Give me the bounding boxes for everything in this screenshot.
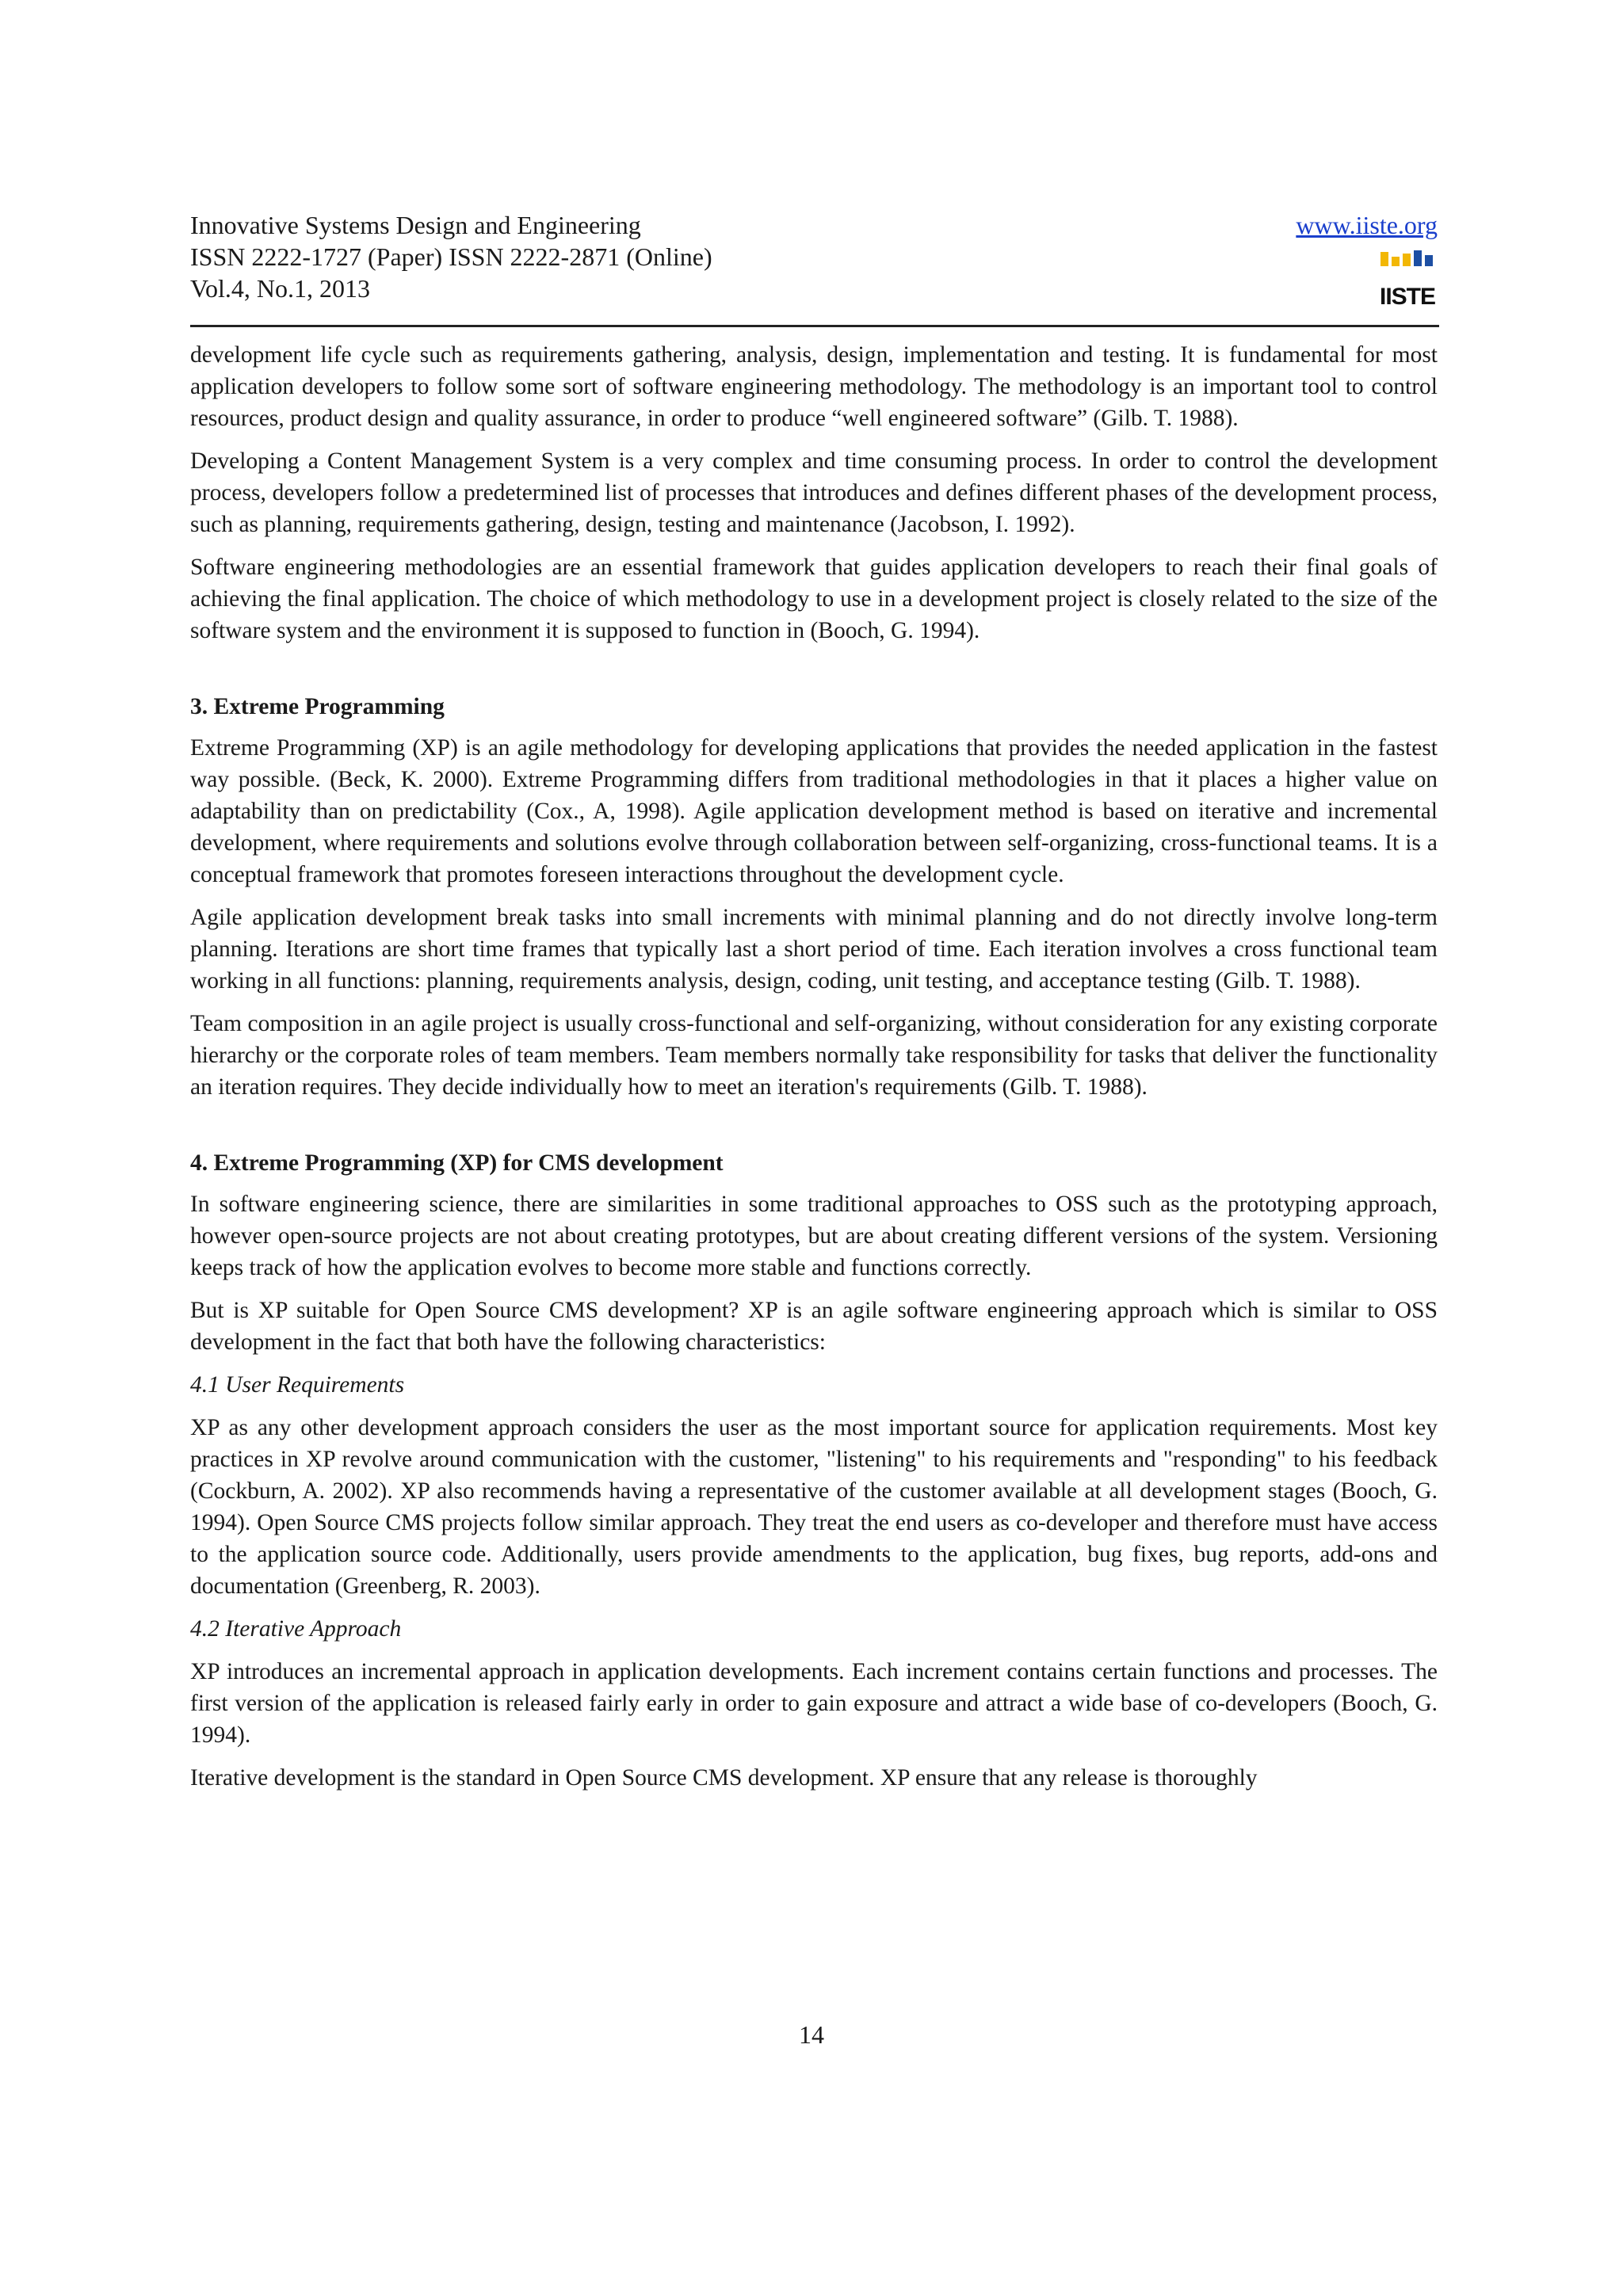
journal-issn: ISSN 2222-1727 (Paper) ISSN 2222-2871 (Online) [190, 242, 712, 271]
header-divider [190, 325, 1439, 327]
subsection-4-2-paragraph: Iterative development is the standard in Open Source CMS development. XP ensure that any release is thoroughly [190, 1765, 1258, 1791]
section-3-paragraph: Extreme Programming (XP) is an agile methodology for developing applications that provides the needed application in the fastest way possible. (Beck, K. 2000). Extreme Programming differs from traditional methodologies in that it places a higher value on adaptability than on predictability (Cox., A, 1998). Agile application development method is based on iterative and incremental development, where requirements and solutions evolve through collaboration between self-organizing, cross-functional teams. It is a conceptual framework that promotes foreseen interactions throughout the development cycle. [190, 735, 1438, 887]
section-4-paragraph: In software engineering science, there are similarities in some traditional approaches to OSS such as the prototyping approach, however open-source projects are not about creating prototypes, but are about creating different versions of the system. Versioning keeps track of how the application evolves to become more stable and functions correctly. [190, 1192, 1438, 1280]
subsection-4-1-heading: 4.1 User Requirements [190, 1372, 405, 1398]
journal-title: Innovative Systems Design and Engineering [190, 211, 641, 239]
intro-paragraph: Software engineering methodologies are an essential framework that guides application developers to reach their final goals of achieving the final application. The choice of which methodology to use in a development project is closely related to the size of the software system and the environment it is supposed to function in (Booch, G. 1994). [190, 555, 1438, 643]
journal-website-link[interactable]: www.iiste.org [1296, 211, 1438, 239]
intro-paragraph: development life cycle such as requirements gathering, analysis, design, implementation and testing. It is fundamental for most application developers to follow some sort of software engineering methodology. The methodology is an important tool to control resources, product design and quality assurance, in order to produce “well engineered software” (Gilb. T. 1988). [190, 342, 1438, 431]
subsection-4-2-paragraph: XP introduces an incremental approach in application developments. Each increment contains certain functions and processes. The first version of the application is released fairly early in order to gain exposure and attract a wide base of co-developers (Booch, G. 1994). [190, 1659, 1438, 1748]
logo-text: IISTE [1379, 284, 1436, 309]
journal-info [190, 209, 712, 304]
section-4-paragraph: But is XP suitable for Open Source CMS development? XP is an agile software engineering approach which is similar to OSS development in the fact that both have the following characteristics: [190, 1298, 1438, 1355]
page-number: 14 [799, 2020, 824, 2049]
iiste-logo [1377, 249, 1438, 309]
journal-volume: Vol.4, No.1, 2013 [190, 274, 370, 303]
subsection-4-2-heading: 4.2 Iterative Approach [190, 1616, 402, 1642]
page-header [190, 209, 1438, 328]
section-3-paragraph: Agile application development break tasks into small increments with minimal planning and do not directly involve long-term planning. Iterations are short time frames that typically last a short period of time. Each iteration involves a cross functional team working in all functions: planning, requirements analysis, design, coding, unit testing, and acceptance testing (Gilb. T. 1988). [190, 905, 1438, 994]
section-3-heading: 3. Extreme Programming [190, 694, 445, 719]
subsection-4-1-paragraph: XP as any other development approach considers the user as the most important source for application requirements. Most key practices in XP revolve around communication with the customer, "listening" to his requirements and "responding" to his feedback (Cockburn, A. 2002). XP also recommends having a representative of the customer available at all development stages (Booch, G. 1994). Open Source CMS projects follow similar approach. They treat the end users as co-developer and therefore must have access to the application source code. Additionally, users provide amendments to the application, bug fixes, bug reports, add-ons and documentation (Greenberg, R. 2003). [190, 1415, 1438, 1599]
article-body [190, 339, 1438, 1805]
intro-paragraph: Developing a Content Management System is a very complex and time consuming process. In order to control the development process, developers follow a predetermined list of processes that introduces and defines different phases of the development process, such as planning, requirements gathering, design, testing and maintenance (Jacobson, I. 1992). [190, 448, 1438, 537]
section-4-heading: 4. Extreme Programming (XP) for CMS development [190, 1150, 724, 1176]
section-3-paragraph: Team composition in an agile project is usually cross-functional and self-organizing, without consideration for any existing corporate hierarchy or the corporate roles of team members. Team members normally take responsibility for tasks that deliver the functionality an iteration requires. They decide individually how to meet an iteration's requirements (Gilb. T. 1988). [190, 1011, 1438, 1100]
